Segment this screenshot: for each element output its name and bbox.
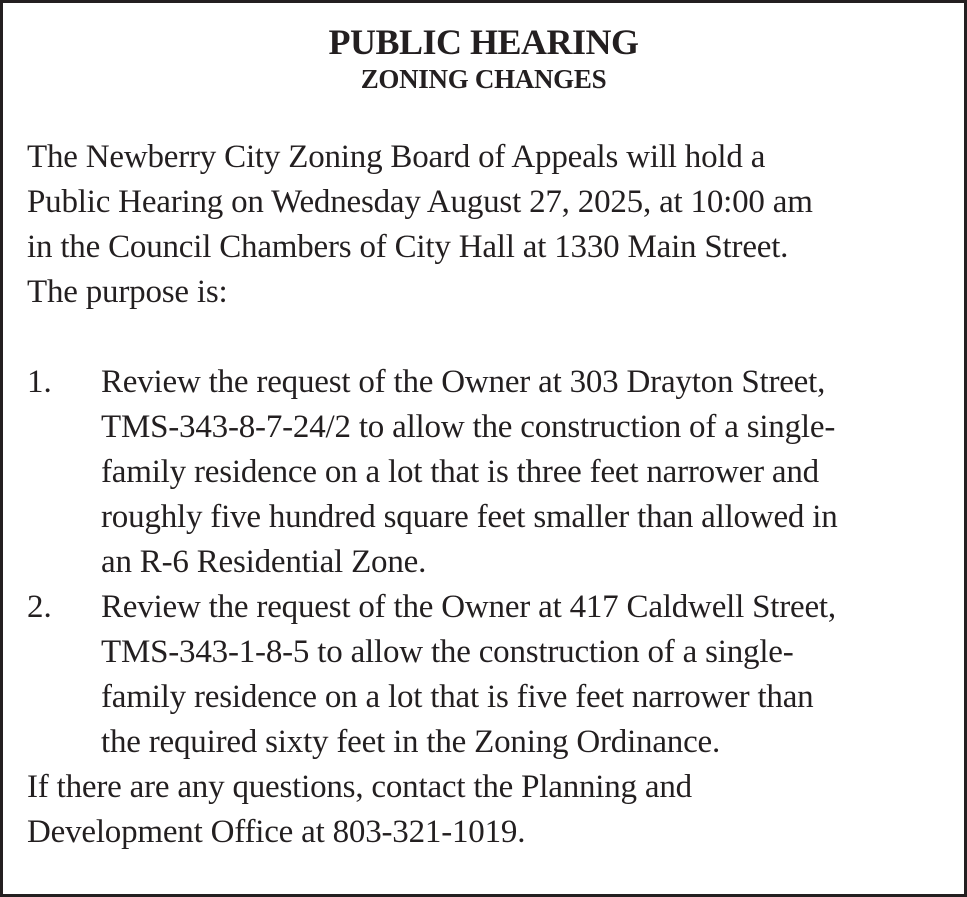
purpose-item-number: 1. xyxy=(27,364,52,400)
notice-intro: The Newberry City Zoning Board of Appeals will hold a Public Hearing on Wednesday August 27, 2025, at 10:00 am in the Council Chambers of City Hall at 1330 Main Street. The purpose is: xyxy=(27,139,813,310)
purpose-item-2 xyxy=(27,585,940,765)
purpose-item-number: 2. xyxy=(27,589,52,625)
purpose-item-1 xyxy=(27,360,940,585)
purpose-list xyxy=(27,360,940,765)
notice-closing: If there are any questions, contact the Planning and Development Office at 803-321-1019. xyxy=(27,769,692,850)
purpose-item-text: Review the request of the Owner at 303 Drayton Street, TMS-343-8-7-24/2 to allow the construction of a single- family residence on a lot that is three feet narrower and roughly five hundred square feet smaller than allowed in an R-6 Residential Zone. xyxy=(101,364,838,580)
purpose-item-text: Review the request of the Owner at 417 Caldwell Street, TMS-343-1-8-5 to allow the construction of a single- family residence on a lot that is five feet narrower than the required sixty feet in the Zoning Ordinance. xyxy=(101,589,836,760)
notice-title: PUBLIC HEARING xyxy=(328,22,639,62)
notice-subtitle: ZONING CHANGES xyxy=(360,64,607,94)
